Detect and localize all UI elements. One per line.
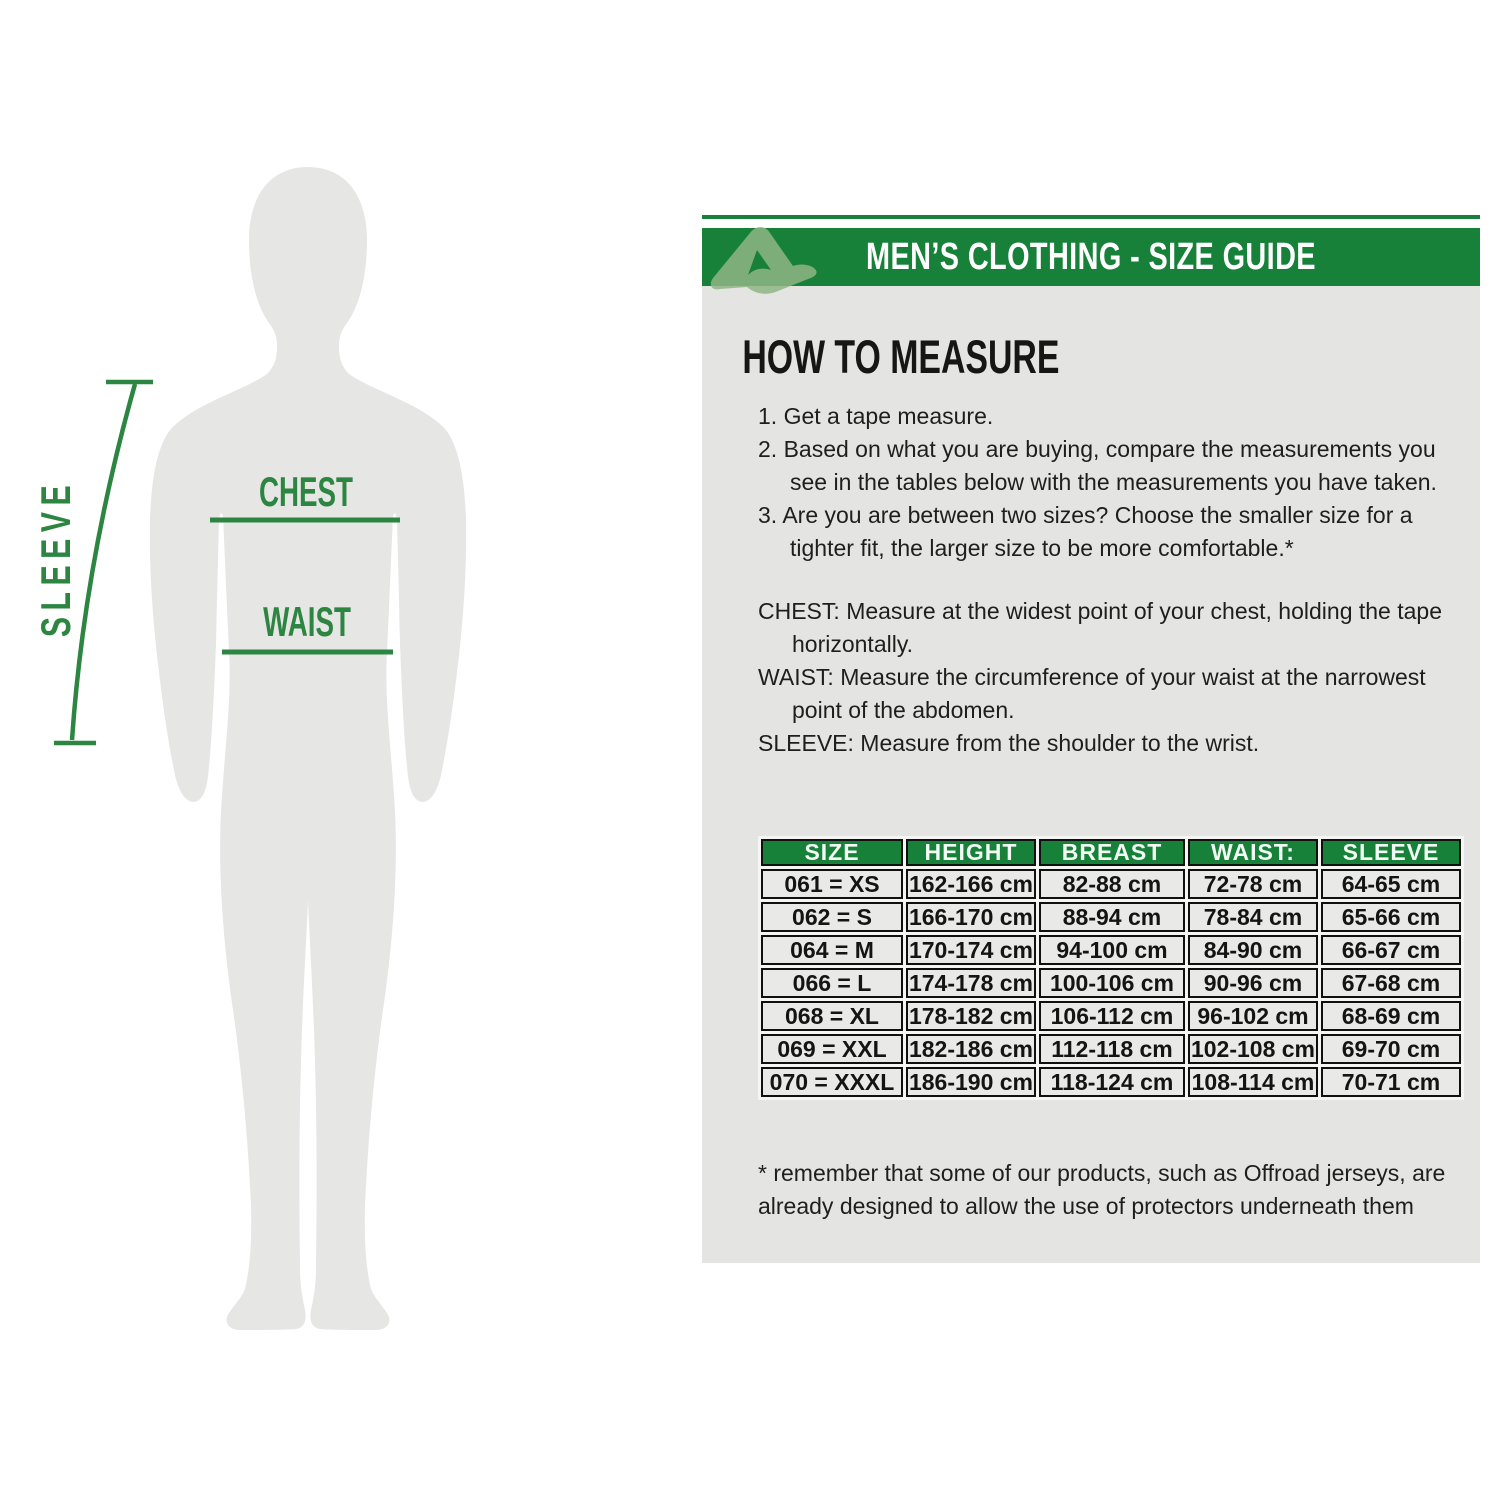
table-cell: 070 = XXXL	[761, 1067, 903, 1097]
table-cell: 066 = L	[761, 968, 903, 998]
measure-step	[758, 400, 1462, 433]
definition-term: WAIST:	[758, 664, 834, 691]
table-cell: 174-178 cm	[906, 968, 1036, 998]
size-table	[758, 836, 1464, 1100]
table-cell: 64-65 cm	[1321, 869, 1461, 899]
table-cell: 72-78 cm	[1188, 869, 1318, 899]
table-cell: 94-100 cm	[1039, 935, 1185, 965]
measure-steps	[758, 400, 1462, 565]
table-cell: 061 = XS	[761, 869, 903, 899]
definition-sleeve	[758, 727, 1464, 760]
panel-top-line	[702, 215, 1480, 219]
table-cell: 69-70 cm	[1321, 1034, 1461, 1064]
col-header-breast: BREAST	[1039, 839, 1185, 866]
definition-term: SLEEVE:	[758, 730, 854, 757]
table-cell: 78-84 cm	[1188, 902, 1318, 932]
table-cell: 70-71 cm	[1321, 1067, 1461, 1097]
table-cell: 170-174 cm	[906, 935, 1036, 965]
step-text: Get a tape measure.	[783, 403, 994, 430]
col-header-waist: WAIST:	[1188, 839, 1318, 866]
measurement-lines	[0, 0, 660, 1400]
table-row	[761, 1034, 1461, 1064]
table-cell: 96-102 cm	[1188, 1001, 1318, 1031]
table-cell: 102-108 cm	[1188, 1034, 1318, 1064]
table-cell: 66-67 cm	[1321, 935, 1461, 965]
definition-text: Measure at the widest point of your chest, holding the tape horizontally.	[792, 598, 1442, 658]
step-number: 1.	[758, 403, 778, 430]
chest-label: CHEST	[259, 468, 353, 515]
definition-chest	[758, 595, 1464, 661]
panel-title: MEN’S CLOTHING - SIZE GUIDE	[866, 236, 1316, 278]
col-header-size: SIZE	[761, 839, 903, 866]
table-row	[761, 935, 1461, 965]
table-cell: 178-182 cm	[906, 1001, 1036, 1031]
table-cell: 67-68 cm	[1321, 968, 1461, 998]
table-cell: 82-88 cm	[1039, 869, 1185, 899]
definition-waist	[758, 661, 1464, 727]
table-row	[761, 968, 1461, 998]
body-measurement-figure	[0, 0, 660, 1400]
table-cell: 068 = XL	[761, 1001, 903, 1031]
measurement-definitions	[758, 595, 1464, 760]
step-text: Based on what you are buying, compare the measurements you see in the tables below with the measurements you have taken.	[783, 436, 1437, 496]
table-cell: 100-106 cm	[1039, 968, 1185, 998]
sleeve-label: SLEEVE	[32, 478, 79, 638]
table-row	[761, 1067, 1461, 1097]
step-number: 2.	[758, 436, 778, 463]
table-cell: 112-118 cm	[1039, 1034, 1185, 1064]
sleeve-curve	[72, 384, 135, 740]
measure-step	[758, 499, 1462, 565]
waist-label: WAIST	[263, 598, 351, 645]
measure-step	[758, 433, 1462, 499]
table-cell: 84-90 cm	[1188, 935, 1318, 965]
table-row	[761, 1001, 1461, 1031]
table-cell: 118-124 cm	[1039, 1067, 1185, 1097]
table-cell: 162-166 cm	[906, 869, 1036, 899]
col-header-height: HEIGHT	[906, 839, 1036, 866]
definition-text: Measure from the shoulder to the wrist.	[860, 730, 1260, 757]
col-header-sleeve: SLEEVE	[1321, 839, 1461, 866]
size-table-header-row	[761, 839, 1461, 866]
table-cell: 106-112 cm	[1039, 1001, 1185, 1031]
definition-text: Measure the circumference of your waist at the narrowest point of the abdomen.	[792, 664, 1426, 724]
step-number: 3.	[758, 502, 778, 529]
table-row	[761, 869, 1461, 899]
table-cell: 68-69 cm	[1321, 1001, 1461, 1031]
panel-body	[702, 286, 1480, 1263]
table-row	[761, 902, 1461, 932]
table-cell: 65-66 cm	[1321, 902, 1461, 932]
table-cell: 166-170 cm	[906, 902, 1036, 932]
table-cell: 182-186 cm	[906, 1034, 1036, 1064]
table-cell: 90-96 cm	[1188, 968, 1318, 998]
footnote: * remember that some of our products, such as Offroad jerseys, are already designed to allow the use of protectors underneath them	[758, 1160, 1446, 1220]
table-cell: 108-114 cm	[1188, 1067, 1318, 1097]
how-to-measure-heading: HOW TO MEASURE	[742, 330, 1060, 383]
table-cell: 069 = XXL	[761, 1034, 903, 1064]
table-cell: 064 = M	[761, 935, 903, 965]
table-cell: 062 = S	[761, 902, 903, 932]
definition-term: CHEST:	[758, 598, 840, 625]
table-cell: 186-190 cm	[906, 1067, 1036, 1097]
size-guide-panel	[702, 215, 1480, 1263]
panel-header	[702, 228, 1480, 286]
step-text: Are you are between two sizes? Choose the smaller size for a tighter fit, the larger size to be more comfortable.*	[782, 502, 1413, 562]
table-cell: 88-94 cm	[1039, 902, 1185, 932]
